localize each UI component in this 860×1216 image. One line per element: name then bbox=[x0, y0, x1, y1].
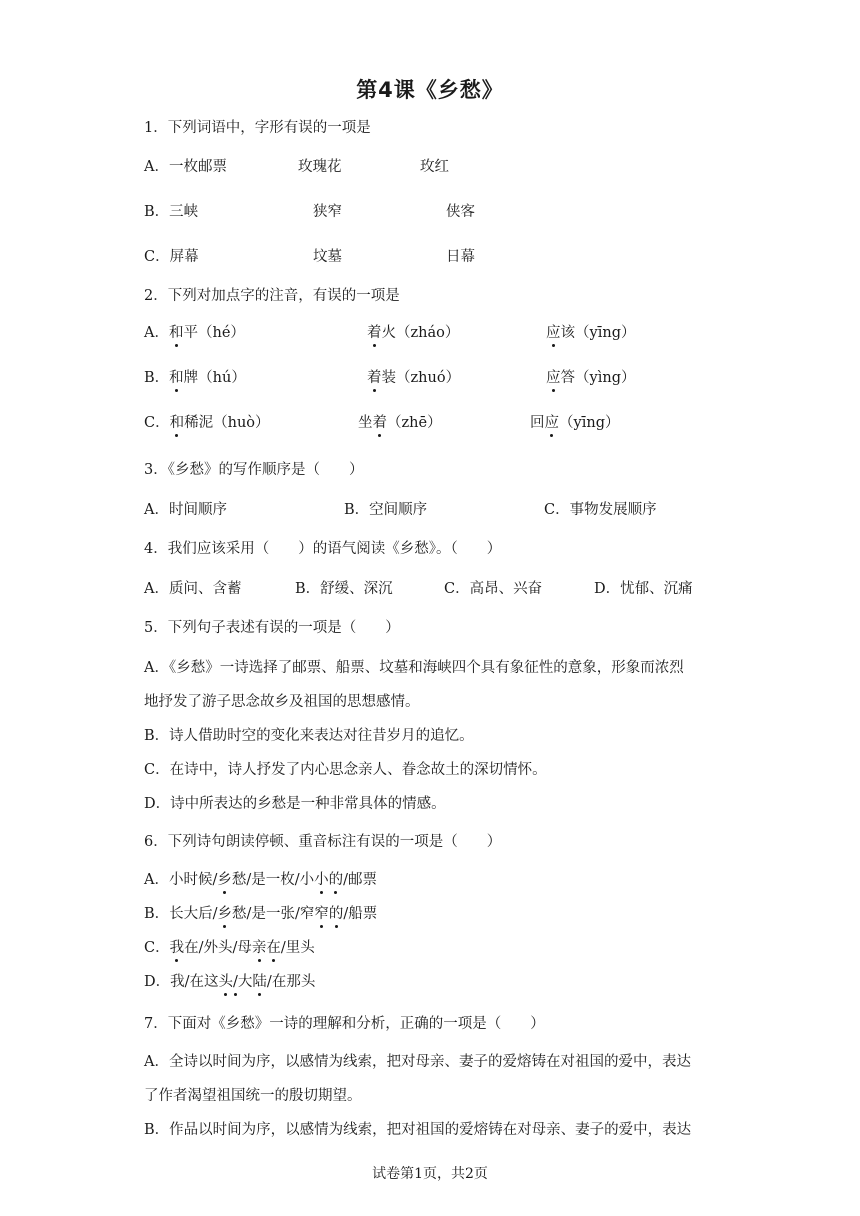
q7-line-3: B．作品以时间为序，以感情为线索，把对祖国的爱熔铸在对母亲、妻子的爱中，表达 bbox=[144, 1122, 692, 1138]
q4-option-d: D．忧郁、沉痛 bbox=[594, 581, 693, 597]
q2-option-b-word1: B．和牌（hú） bbox=[144, 370, 246, 386]
question-3-stem: 3．《乡愁》的写作顺序是（ ） bbox=[144, 462, 364, 478]
q2-option-b-word2: 着装（zhuó） bbox=[367, 370, 461, 386]
q4-option-c: C．高昂、兴奋 bbox=[444, 581, 543, 597]
q5-line-5: D．诗中所表达的乡愁是一种非常具体的情感。 bbox=[144, 796, 446, 812]
emphasis-dot-char: 和 bbox=[169, 370, 184, 386]
q6-option-b: B．长大后/乡愁/是一张/窄窄的/船票 bbox=[144, 906, 378, 922]
q2-option-c-word2: 坐着（zhē） bbox=[358, 415, 442, 431]
q1-option-a-word1: A．一枚邮票 bbox=[144, 159, 227, 175]
emphasis-dot-char: 着 bbox=[372, 415, 387, 431]
emphasis-dot-char: 头 bbox=[218, 974, 234, 990]
q3-option-b: B．空间顺序 bbox=[344, 502, 428, 518]
q1-option-c-word3: 日幕 bbox=[446, 249, 475, 265]
q7-line-2: 了作者渴望祖国统一的殷切期望。 bbox=[144, 1088, 362, 1104]
emphasis-dot-char: 在 bbox=[266, 940, 281, 956]
emphasis-dot-char: / bbox=[233, 974, 238, 990]
emphasis-dot-char: 乡 bbox=[217, 872, 232, 888]
q1-option-b-word1: B．三峡 bbox=[144, 204, 199, 220]
question-4-stem: 4．我们应该采用（ ）的语气阅读《乡愁》。（ ） bbox=[144, 541, 502, 557]
q1-option-b-word2: 狭窄 bbox=[313, 204, 342, 220]
q4-option-a: A．质问、含蓄 bbox=[144, 581, 242, 597]
page-footer: 试卷第1页，共2页 bbox=[372, 1166, 488, 1182]
q6-option-c: C．我在/外头/母亲在/里头 bbox=[144, 940, 315, 956]
q1-option-c-word2: 坟墓 bbox=[313, 249, 342, 265]
page-title: 第4课《乡愁》 bbox=[356, 78, 504, 102]
emphasis-dot-char: 亲 bbox=[251, 940, 267, 956]
question-5-stem: 5．下列句子表述有误的一项是（ ） bbox=[144, 620, 400, 636]
q5-line-3: B．诗人借助时空的变化来表达对往昔岁月的追忆。 bbox=[144, 728, 474, 744]
q3-option-a: A．时间顺序 bbox=[144, 502, 227, 518]
q5-line-4: C．在诗中，诗人抒发了内心思念亲人、眷念故土的深切情怀。 bbox=[144, 762, 547, 778]
emphasis-dot-char: 应 bbox=[546, 325, 561, 341]
q5-line-2: 地抒发了游子思念故乡及祖国的思想感情。 bbox=[144, 694, 420, 710]
emphasis-dot-char: 的 bbox=[328, 906, 344, 922]
emphasis-dot-char: 我 bbox=[169, 940, 185, 956]
emphasis-dot-char: 的 bbox=[328, 872, 344, 888]
q6-option-d: D．我/在这头/大陆/在那头 bbox=[144, 974, 316, 990]
emphasis-dot-char: 应 bbox=[544, 415, 559, 431]
q4-option-b: B．舒缓、深沉 bbox=[295, 581, 393, 597]
emphasis-dot-char: 着 bbox=[367, 370, 382, 386]
q2-option-a-word2: 着火（zháo） bbox=[367, 325, 460, 341]
q1-option-c-word1: C．屏幕 bbox=[144, 249, 199, 265]
emphasis-dot-char: 和 bbox=[168, 325, 184, 341]
q6-option-a: A．小时候/乡愁/是一枚/小小的/邮票 bbox=[144, 872, 378, 888]
question-6-stem: 6．下列诗句朗读停顿、重音标注有误的一项是（ ） bbox=[144, 834, 502, 850]
q2-option-c-word3: 回应（yīng） bbox=[530, 415, 620, 431]
q7-line-1: A．全诗以时间为序，以感情为线索，把对母亲、妻子的爱熔铸在对祖国的爱中，表达 bbox=[144, 1054, 691, 1070]
q3-option-c: C．事物发展顺序 bbox=[544, 502, 657, 518]
q2-option-a-word3: 应该（yīng） bbox=[546, 325, 636, 341]
emphasis-dot-char: 乡 bbox=[217, 906, 233, 922]
q1-option-a-word3: 玫红 bbox=[420, 159, 449, 175]
emphasis-dot-char: 着 bbox=[367, 325, 382, 341]
q2-option-b-word3: 应答（yìng） bbox=[546, 370, 636, 386]
q2-option-a-word1: A．和平（hé） bbox=[144, 325, 245, 341]
q1-option-b-word3: 侠客 bbox=[446, 204, 475, 220]
emphasis-dot-char: 小 bbox=[314, 872, 329, 888]
q5-line-1: A．《乡愁》一诗选择了邮票、船票、坟墓和海峡四个具有象征性的意象，形象而浓烈 bbox=[144, 660, 684, 676]
q1-option-a-word2: 玫瑰花 bbox=[298, 159, 342, 175]
question-1-stem: 1．下列词语中，字形有误的一项是 bbox=[144, 120, 371, 136]
emphasis-dot-char: 陆 bbox=[252, 974, 267, 990]
question-7-stem: 7．下面对《乡愁》一诗的理解和分析，正确的一项是（ ） bbox=[144, 1016, 545, 1032]
emphasis-dot-char: 窄 bbox=[314, 906, 329, 922]
emphasis-dot-char: 和 bbox=[169, 415, 185, 431]
q2-option-c-word1: C．和稀泥（huò） bbox=[144, 415, 270, 431]
emphasis-dot-char: 应 bbox=[546, 370, 561, 386]
question-2-stem: 2．下列对加点字的注音，有误的一项是 bbox=[144, 288, 400, 304]
